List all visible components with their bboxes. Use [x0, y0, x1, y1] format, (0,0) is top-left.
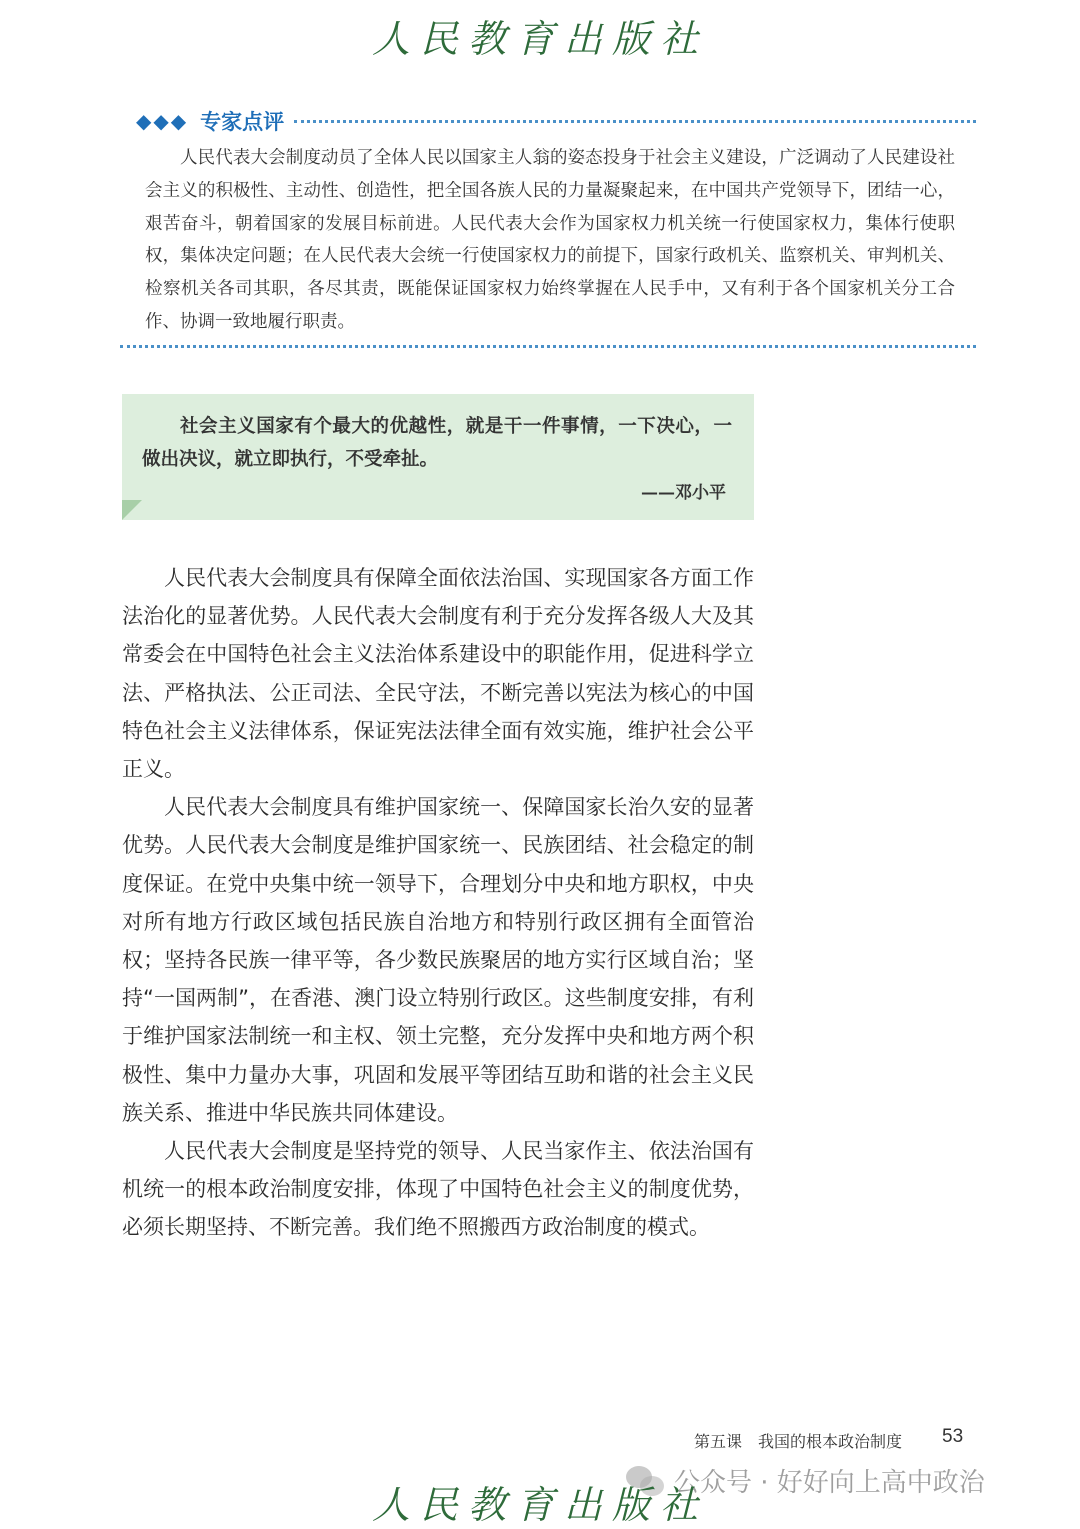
body-paragraph-3: 人民代表大会制度是坚持党的领导、人民当家作主、依法治国有机统一的根本政治制度安排，体现了中国特色社会主义的制度优势，必须长期坚持、不断完善。我们绝不照搬西方政治制度的模式。 — [122, 1139, 754, 1240]
expert-review-header — [136, 106, 976, 136]
expert-review-title: 专家点评 — [200, 110, 285, 134]
quote-fold-corner — [122, 500, 142, 520]
body-paragraph-2: 人民代表大会制度具有维护国家统一、保障国家长治久安的显著优势。人民代表大会制度是维护国家统一、民族团结、社会稳定的制度保证。在党中央集中统一领导下，合理划分中央和地方职权，中央对所有地方行政区域包括民族自治地方和特别行政区拥有全面管治权；坚持各民族一律平等，各少数民族聚居的地方实行区域自治；坚持“一国两制”，在香港、澳门设立特别行政区。这些制度安排，有利于维护国家法制统一和主权、领土完整，充分发挥中央和地方两个积极性、集中力量办大事，巩固和发展平等团结互助和谐的社会主义民族关系、推进中华民族共同体建设。 — [122, 795, 754, 1125]
footer-chapter-title: 第五课 我国的根本政治制度 — [694, 1432, 903, 1451]
main-body — [122, 559, 754, 1247]
expert-review-paragraph: 人民代表大会制度动员了全体人民以国家主人翁的姿态投身于社会主义建设，广泛调动了人民建设社会主义的积极性、主动性、创造性，把全国各族人民的力量凝聚起来，在中国共产党领导下，团结一心，艰苦奋斗，朝着国家的发展目标前进。人民代表大会作为国家权力机关统一行使国家权力，集体行使职权，集体决定问题；在人民代表大会统一行使国家权力的前提下，国家行政机关、监察机关、审判机关、检察机关各司其职，各尽其责，既能保证国家权力始终掌握在人民手中，又有利于各个国家机关分工合作、协调一致地履行职责。 — [145, 148, 955, 332]
dotted-divider-bottom — [120, 345, 976, 348]
publisher-logo-top: 人民教育出版社 — [371, 17, 708, 61]
publisher-logo-bottom: 人民教育出版社 — [371, 1483, 708, 1527]
page-number: 53 — [942, 1426, 964, 1447]
quote-text — [142, 410, 732, 476]
watermark-text: 公众号 · 好好向上高中政治 — [674, 1468, 985, 1498]
quote-author: ——邓小平 — [641, 483, 726, 503]
body-paragraph-1: 人民代表大会制度具有保障全面依法治国、实现国家各方面工作法治化的显著优势。人民代表大会制度有利于充分发挥各级人大及其常委会在中国特色社会主义法治体系建设中的职能作用，促进科学立法、严格执法、公正司法、全民守法，不断完善以宪法为核心的中国特色社会主义法律体系，保证宪法法律全面有效实施，维护社会公平正义。 — [122, 566, 754, 782]
expert-review-body — [145, 142, 955, 339]
quote-paragraph: 社会主义国家有个最大的优越性，就是干一件事情，一下决心，一做出决议，就立即执行，不受牵扯。 — [142, 416, 732, 470]
dotted-divider — [294, 120, 976, 123]
diamond-bullets-icon: ◆◆◆ — [136, 109, 189, 133]
